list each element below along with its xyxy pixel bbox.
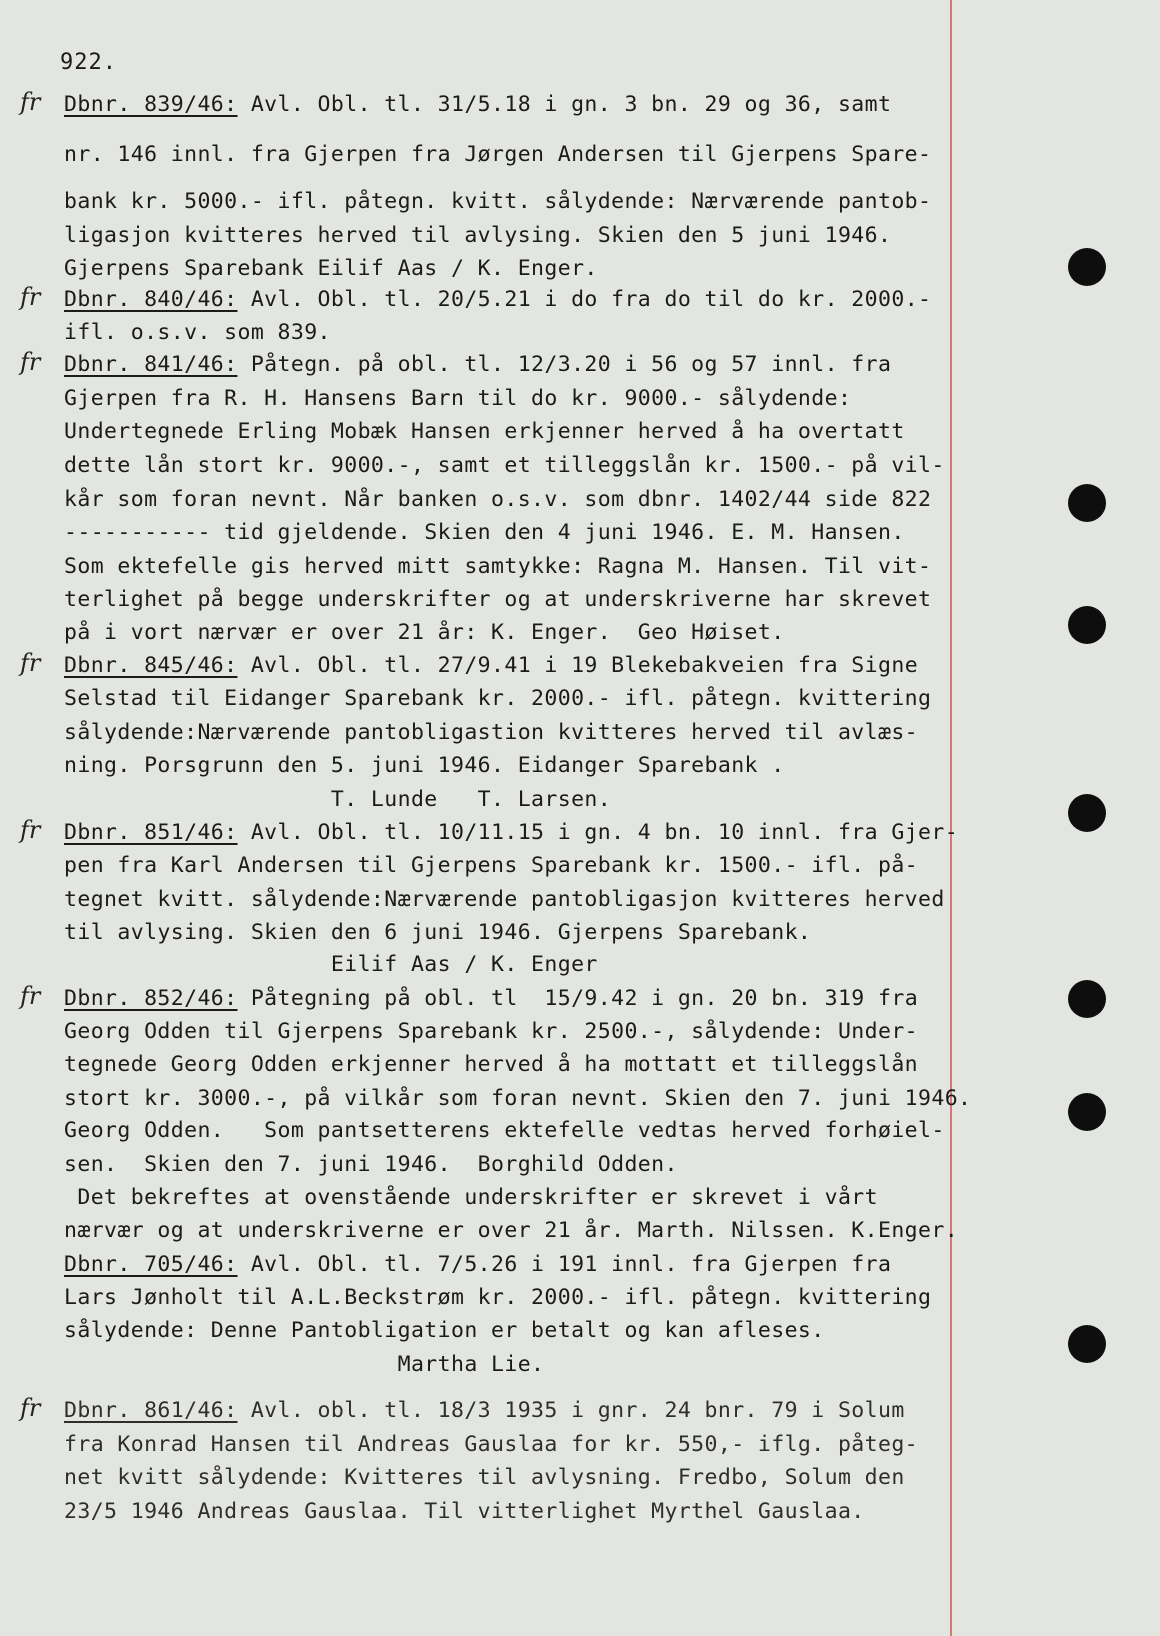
entry-reference: Dbnr. 861/46: [64,1398,238,1423]
marginal-mark: fr [20,816,41,844]
entry-reference: Dbnr. 852/46: [64,986,238,1011]
text-line: Som ektefelle gis herved mitt samtykke: Ragna M. Hansen. Til vit- [64,554,932,579]
text-line: Georg Odden til Gjerpens Sparebank kr. 2500.-, sålydende: Under- [64,1019,919,1044]
text-line: ligasjon kvitteres herved til avlysing. Skien den 5 juni 1946. [64,223,892,248]
marginal-mark: fr [20,982,41,1010]
text-line: 23/5 1946 Andreas Gauslaa. Til vitterlighet Myrthel Gauslaa. [64,1499,865,1524]
text-line: kår som foran nevnt. Når banken o.s.v. som dbnr. 1402/44 side 822 [64,487,932,512]
text-line: T. Lunde T. Larsen. [64,787,612,812]
text-line: ----------- tid gjeldende. Skien den 4 juni 1946. E. M. Hansen. [64,520,905,545]
text-line: dette lån stort kr. 9000.-, samt et tilleggslån kr. 1500.- på vil- [64,453,945,478]
text-line [64,350,891,380]
text-line: fra Konrad Hansen til Andreas Gauslaa for kr. 550,- iflg. påteg- [64,1432,919,1457]
text-line [64,818,958,848]
text-line: sålydende:Nærværende pantobligastion kvitteres herved til avlæs- [64,720,919,745]
entry-reference: Dbnr. 705/46: [64,1252,238,1277]
entry-reference: Dbnr. 840/46: [64,287,238,312]
text-line [64,90,891,120]
text-line: Selstad til Eidanger Sparebank kr. 2000.- ifl. påtegn. kvittering [64,686,932,711]
text-line: til avlysing. Skien den 6 juni 1946. Gjerpens Sparebank. [64,920,812,945]
text-line: sålydende: Denne Pantobligation er betalt og kan afleses. [64,1318,825,1343]
entry-text: Avl. Obl. tl. 27/9.41 i 19 Blekebakveien fra Signe [237,653,919,678]
text-line: tegnet kvitt. sålydende:Nærværende pantobligasjon kvitteres herved [64,887,945,912]
marginal-mark: fr [20,1394,41,1422]
punch-hole [1068,1093,1106,1131]
entry-text: Avl. obl. tl. 18/3 1935 i gnr. 24 bnr. 79 i Solum [237,1398,905,1423]
text-line [64,1250,891,1280]
text-line [64,651,918,681]
text-line: Gjerpens Sparebank Eilif Aas / K. Enger. [64,256,598,281]
text-line: pen fra Karl Andersen til Gjerpens Sparebank kr. 1500.- ifl. på- [64,853,919,878]
text-line [64,285,931,315]
punch-hole [1068,1325,1106,1363]
text-line: Martha Lie. [64,1352,545,1377]
text-line: bank kr. 5000.- ifl. påtegn. kvitt. sålydende: Nærværende pantob- [64,189,932,214]
text-line: på i vort nærvær er over 21 år: K. Enger. Geo Høiset. [64,620,785,645]
entry-text: Avl. Obl. tl. 10/11.15 i gn. 4 bn. 10 innl. fra Gjer- [237,820,959,845]
marginal-mark: fr [20,88,41,116]
entry-reference: Dbnr. 851/46: [64,820,238,845]
marginal-mark: fr [20,283,41,311]
text-line: ifl. o.s.v. som 839. [64,320,331,345]
marginal-mark: fr [20,649,41,677]
text-line: terlighet på begge underskrifter og at underskriverne har skrevet [64,587,932,612]
text-line: nærvær og at underskriverne er over 21 år. Marth. Nilssen. K.Enger. [64,1218,959,1243]
punch-hole [1068,794,1106,832]
entry-text: Avl. Obl. tl. 20/5.21 i do fra do til do kr. 2000.- [237,287,932,312]
page-number: 922. [60,50,117,75]
text-line [64,1396,905,1426]
entry-text: Påtegn. på obl. tl. 12/3.20 i 56 og 57 innl. fra [237,352,892,377]
punch-hole [1068,248,1106,286]
punch-hole [1068,484,1106,522]
text-line: Lars Jønholt til A.L.Beckstrøm kr. 2000.- ifl. påtegn. kvittering [64,1285,932,1310]
text-line: ning. Porsgrunn den 5. juni 1946. Eidanger Sparebank . [64,753,785,778]
text-line: stort kr. 3000.-, på vilkår som foran nevnt. Skien den 7. juni 1946. [64,1086,972,1111]
marginal-mark: fr [20,348,41,376]
text-line: Det bekreftes at ovenstående underskrifter er skrevet i vårt [64,1185,878,1210]
entry-reference: Dbnr. 839/46: [64,92,238,117]
entry-reference: Dbnr. 845/46: [64,653,238,678]
entry-text: Avl. Obl. tl. 31/5.18 i gn. 3 bn. 29 og 36, samt [237,92,892,117]
text-line: sen. Skien den 7. juni 1946. Borghild Odden. [64,1152,678,1177]
entry-reference: Dbnr. 841/46: [64,352,238,377]
text-line: net kvitt sålydende: Kvitteres til avlysning. Fredbo, Solum den [64,1465,905,1490]
text-line: Undertegnede Erling Mobæk Hansen erkjenner herved å ha overtatt [64,419,905,444]
text-line: Eilif Aas / K. Enger [64,952,598,977]
text-line: Georg Odden. Som pantsetterens ektefelle vedtas herved forhøiel- [64,1118,945,1143]
punch-hole [1068,606,1106,644]
punch-hole [1068,980,1106,1018]
entry-text: Påtegning på obl. tl 15/9.42 i gn. 20 bn. 319 fra [237,986,919,1011]
text-line [64,984,918,1014]
entry-text: Avl. Obl. tl. 7/5.26 i 191 innl. fra Gjerpen fra [237,1252,892,1277]
text-line: Gjerpen fra R. H. Hansens Barn til do kr. 9000.- sålydende: [64,386,852,411]
text-line: nr. 146 innl. fra Gjerpen fra Jørgen Andersen til Gjerpens Spare- [64,142,932,167]
text-line: tegnede Georg Odden erkjenner herved å ha mottatt et tilleggslån [64,1052,919,1077]
